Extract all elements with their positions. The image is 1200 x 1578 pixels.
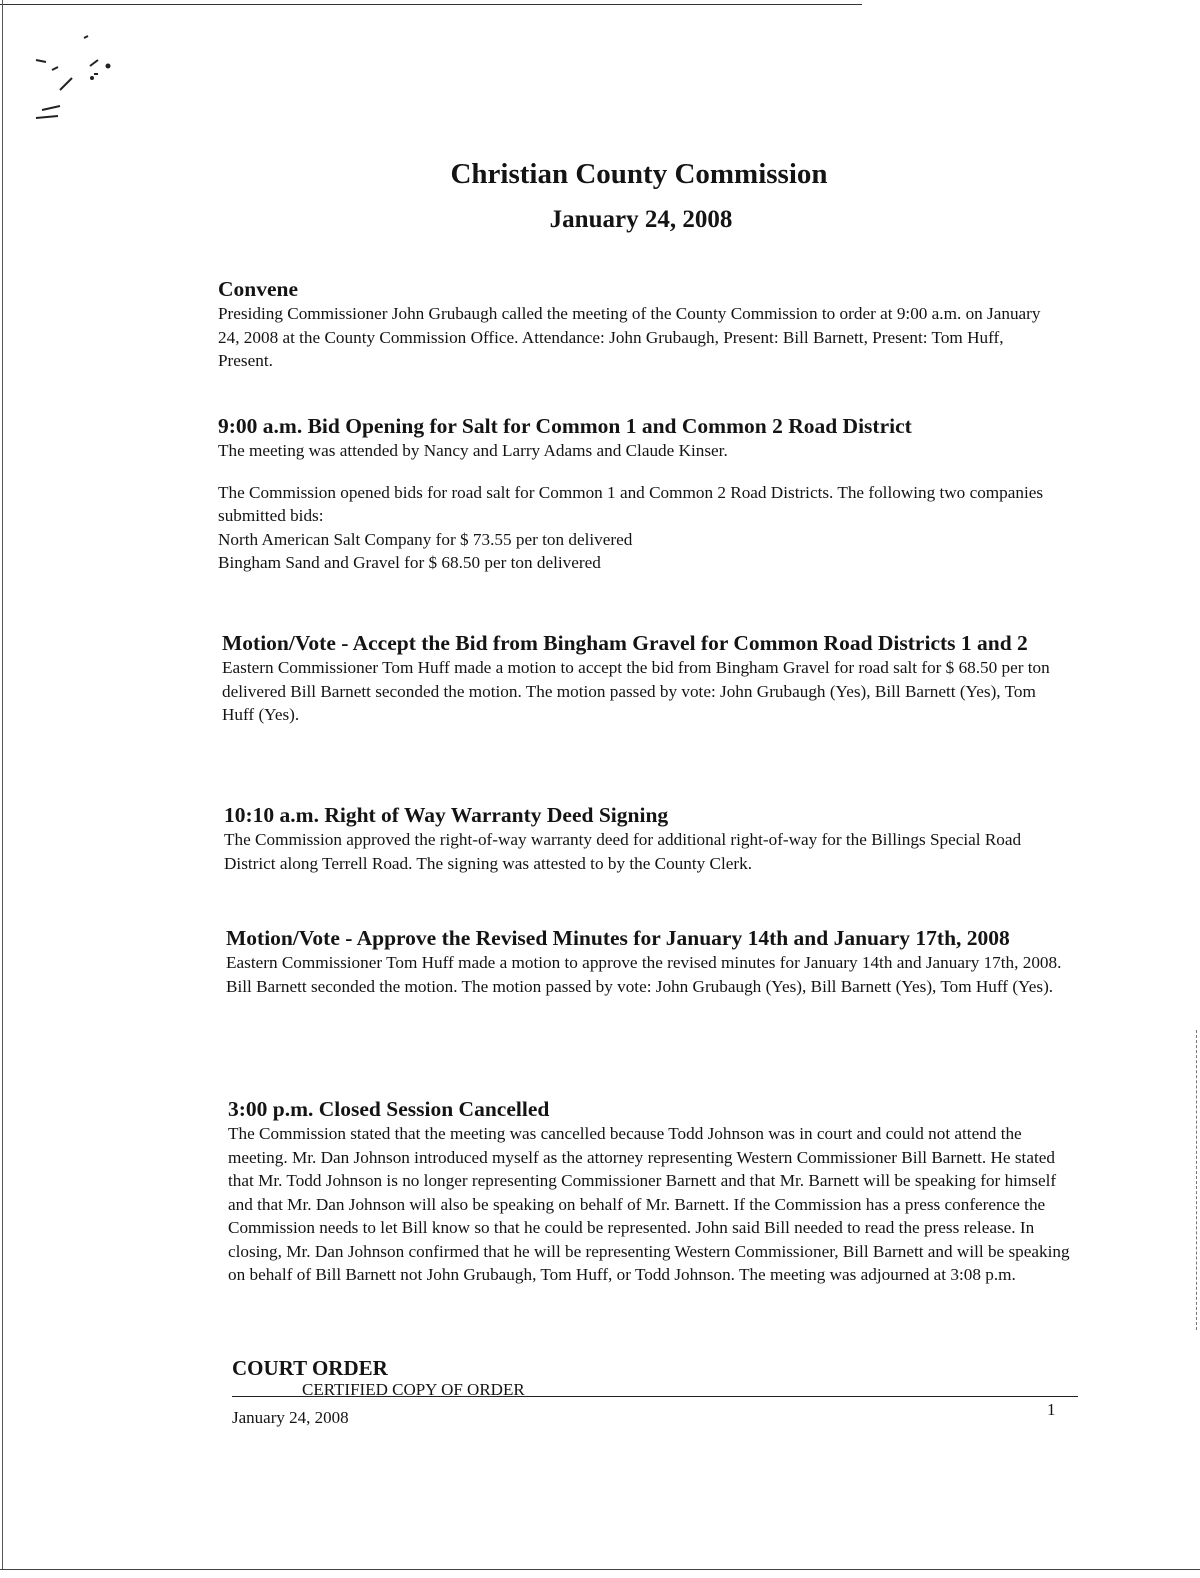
footer-date: January 24, 2008 (232, 1408, 349, 1427)
section-body: Presiding Commissioner John Grubaugh called the meeting of the County Commission to order at 9:00 a.m. on January 24, 2008 at the County Commission Office. Attendance: John Grubaugh, Present: Bill Barnett, Present: Tom Huff, Present. (218, 304, 1041, 370)
section-motion-minutes (226, 925, 1066, 998)
footer-rule (232, 1396, 1078, 1397)
section-body: The Commission approved the right-of-way warranty deed for additional right-of-way for the Billings Special Road District along Terrell Road. The signing was attested to by the County Clerk. (224, 830, 1022, 873)
section-motion-accept-bid (222, 630, 1062, 727)
scan-edge-top (0, 4, 862, 5)
section-body: The Commission stated that the meeting was cancelled because Todd Johnson was in court and could not attend the meeting. Mr. Dan Johnson introduced myself as the attorney representing Western Commissioner Bill Barnett. He stated that Mr. Todd Johnson is no longer representing Commissioner Barnett and that Mr. Barnett will be speaking for himself and that Mr. Dan Johnson will also be speaking on behalf of Mr. Barnett. If the Commission has a press conference the Commission needs to let Bill know so that he could be represented. John said Bill needed to read the press release. In closing, Mr. Dan Johnson confirmed that he will be representing Western Commissioner, Bill Barnett and will be speaking on behalf of Bill Barnett not John Grubaugh, Tom Huff, or Todd Johnson. The meeting was adjourned at 3:08 p.m. (228, 1124, 1070, 1284)
bid-intro-text: The Commission opened bids for road salt for Common 1 and Common 2 Road Districts. The following two companies submitted bids: (218, 482, 1044, 525)
section-bid-opening (218, 413, 1078, 575)
document-date: January 24, 2008 (549, 206, 733, 233)
court-order-heading: COURT ORDER (232, 1356, 388, 1380)
scan-edge-bottom (0, 1569, 1200, 1570)
page-number: 1 (1047, 1400, 1056, 1419)
section-heading: 10:10 a.m. Right of Way Warranty Deed Signing (224, 803, 669, 827)
section-heading: 9:00 a.m. Bid Opening for Salt for Common 1 and Common 2 Road District (218, 414, 912, 438)
section-body: Eastern Commissioner Tom Huff made a motion to accept the bid from Bingham Gravel for road salt for $ 68.50 per ton delivered Bill Barnett seconded the motion. The motion passed by vote: John Grubaugh (Yes), Bill Barnett (Yes), Tom Huff (Yes). (222, 658, 1050, 724)
scan-edge-right (1196, 1030, 1197, 1330)
section-deed-signing (224, 802, 1044, 875)
section-body: Eastern Commissioner Tom Huff made a motion to approve the revised minutes for January 14th and January 17th, 2008. Bill Barnett seconded the motion. The motion passed by vote: John Grubaugh (Yes), Bill Barnett (Yes), Tom Huff (Yes). (226, 953, 1062, 996)
section-heading: Motion/Vote - Accept the Bid from Bingham Gravel for Common Road Districts 1 and 2 (222, 631, 1028, 655)
section-heading: Convene (218, 277, 299, 301)
attendance-text: The meeting was attended by Nancy and Larry Adams and Claude Kinser. (218, 441, 728, 460)
document-title: Christian County Commission (450, 158, 828, 190)
section-heading: Motion/Vote - Approve the Revised Minutes for January 14th and January 17th, 2008 (226, 926, 1010, 950)
section-heading: 3:00 p.m. Closed Session Cancelled (228, 1097, 550, 1121)
certified-copy-label: CERTIFIED COPY OF ORDER (302, 1380, 525, 1399)
bid-list (218, 528, 1078, 575)
section-convene (218, 276, 1042, 373)
bid-line: North American Salt Company for $ 73.55 per ton delivered (218, 529, 633, 549)
scan-edge-left (2, 0, 3, 1570)
bid-line: Bingham Sand and Gravel for $ 68.50 per ton delivered (218, 553, 601, 572)
section-closed-session (228, 1096, 1076, 1287)
scan-speckles (30, 30, 130, 130)
